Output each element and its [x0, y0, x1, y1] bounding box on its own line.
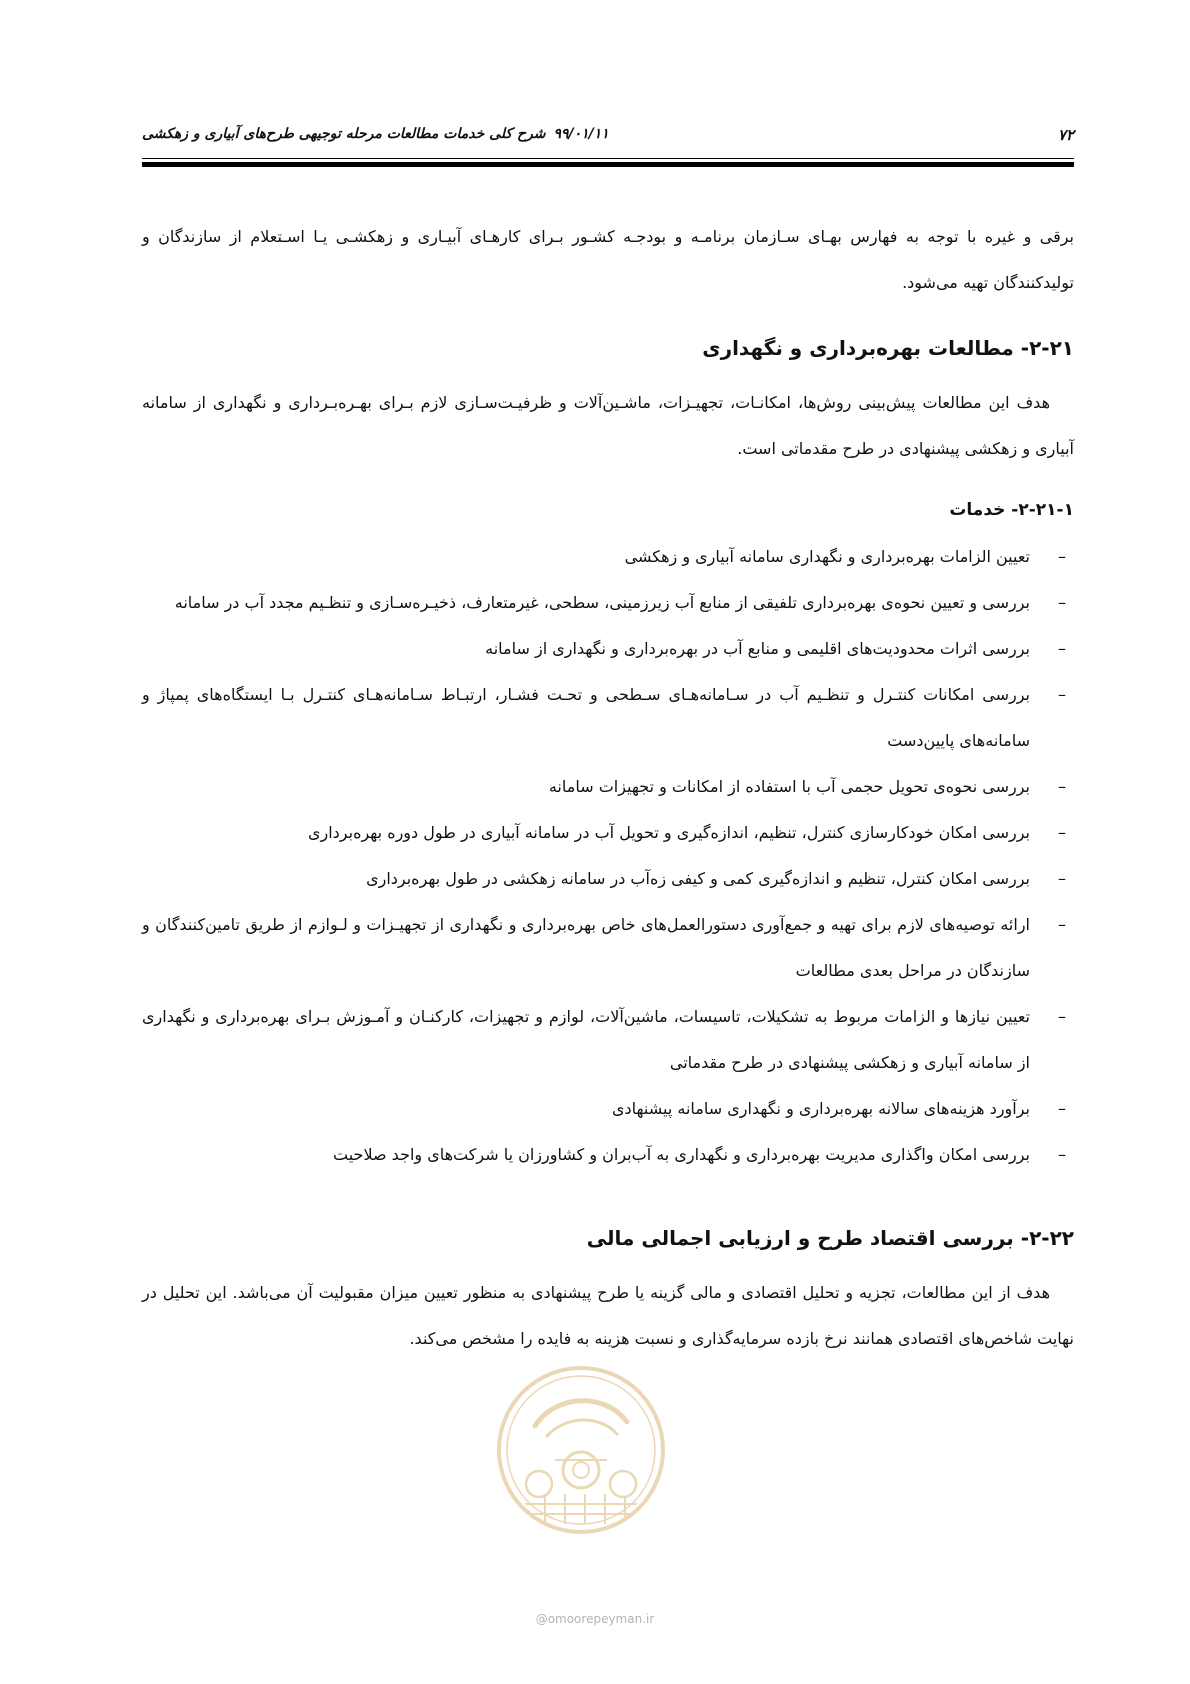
list-item: [142, 764, 1074, 810]
bullet-dash: –: [1058, 593, 1066, 612]
list-item: [142, 626, 1074, 672]
list-item: [142, 994, 1074, 1086]
bullet-dash: –: [1058, 823, 1066, 842]
list-item-text: بررسی و تعیین نحوه‌ی بهره‌برداری تلفیقی از منابع آب زیرزمینی، سطحی، غیرمتعارف، ذخیـره‌سـازی و تنظـیم مجدد آب در سامانه: [174, 593, 1030, 612]
list-item: [142, 580, 1074, 626]
page-number: ۷۲: [1057, 126, 1074, 144]
list-item: [142, 810, 1074, 856]
section-21-paragraph: هدف این مطالعات پیش‌بینی روش‌ها، امکانـات، تجهیـزات، ماشـین‌آلات و ظرفیـت‌سـازی لازم بـرای بهـره‌بـرداری و نگهداری از سامانه آبیاری و زهکشی پیشنهادی در طرح مقدماتی است.: [142, 393, 1074, 458]
list-item-text: برآورد هزینه‌های سالانه بهره‌برداری و نگهداری سامانه پیشنهادی: [612, 1099, 1030, 1118]
list-item: [142, 1132, 1074, 1178]
bullet-dash: –: [1058, 869, 1066, 888]
list-item-text: بررسی نحوه‌ی تحویل حجمی آب با استفاده از امکانات و تجهیزات سامانه: [548, 777, 1030, 796]
list-item: [142, 902, 1074, 994]
running-title: [142, 126, 609, 142]
list-item-text: ارائه توصیه‌های لازم برای تهیه و جمع‌آوری دستورالعمل‌های خاص بهره‌برداری و نگهداری از تجهیـزات و لـوازم از طریق تامین‌کنندگان و سازندگان در مراحل بعدی مطالعات: [142, 915, 1030, 980]
spacer: [142, 1178, 1074, 1196]
watermark-url: @omoorepeyman.ir: [535, 1612, 655, 1626]
intro-paragraph: برقی و غیره با توجه به فهارس بهـای سـازمان برنامـه و بودجـه کشـور بـرای کارهـای آبیـاری و زهکشـی یـا اسـتعلام از سازندگان و تولیدکنندگان تهیه می‌شود.: [142, 227, 1074, 292]
list-item: [142, 856, 1074, 902]
page-content: [142, 214, 1074, 1362]
bullet-dash: –: [1058, 915, 1066, 934]
section-22-heading: ۲-۲۲- بررسی اقتصاد طرح و ارزیابی اجمالی مالی: [586, 1226, 1074, 1250]
list-item-text: بررسی امکانات کنتـرل و تنظـیم آب در سـامانه‌هـای سـطحی و تحـت فشـار، ارتبـاط سـامانه‌هـای کنتـرل بـا ایستگاه‌های پمپاژ و سامانه‌های پایین‌دست: [142, 685, 1030, 750]
omoore-peyman-seal-icon: [495, 1364, 667, 1536]
header-title: شرح کلی خدمات مطالعات مرحله توجیهی طرح‌های آبیاری و زهکشی: [142, 126, 546, 142]
list-item-text: بررسی اثرات محدودیت‌های اقلیمی و منابع آب در بهره‌برداری و نگهداری از سامانه: [485, 639, 1030, 658]
bullet-dash: –: [1058, 547, 1066, 566]
bullet-dash: –: [1058, 685, 1066, 704]
running-header: [142, 126, 1074, 150]
list-item-text: تعیین نیازها و الزامات مربوط به تشکیلات، تاسیسات، ماشین‌آلات، لوازم و تجهیزات، کارکنـان و آمـوزش بـرای بهره‌برداری و نگهداری از سامانه آبیاری و زهکشی پیشنهادی در طرح مقدماتی: [142, 1007, 1030, 1072]
bullet-dash: –: [1058, 1145, 1066, 1164]
list-item-text: بررسی امکان خودکارسازی کنترل، تنظیم، اندازه‌گیری و تحویل آب در سامانه آبیاری در طول دوره بهره‌برداری: [307, 823, 1030, 842]
header-rule-thin: [142, 158, 1074, 159]
list-item-text: بررسی امکان کنترل، تنظیم و اندازه‌گیری کمی و کیفی زه‌آب در سامانه زهکشی در طول بهره‌برداری: [366, 869, 1030, 888]
list-item: [142, 534, 1074, 580]
watermark-url-text: omoorepeyman.ir: [547, 1612, 655, 1626]
list-item: [142, 1086, 1074, 1132]
bullet-dash: –: [1058, 777, 1066, 796]
section-21-heading: ۲-۲۱- مطالعات بهره‌برداری و نگهداری: [702, 336, 1074, 360]
list-item-text: بررسی امکان واگذاری مدیریت بهره‌برداری و نگهداری به آب‌بران و کشاورزان یا شرکت‌های واجد صلاحیت: [333, 1145, 1030, 1164]
list-item-text: تعیین الزامات بهره‌برداری و نگهداری سامانه آبیاری و زهکشی: [624, 547, 1030, 566]
header-rule-thick: [142, 162, 1074, 167]
section-22-paragraph: هدف از این مطالعات، تجزیه و تحلیل اقتصادی و مالی گزینه یا طرح پیشنهادی به منظور تعیین میزان مقبولیت آن می‌باشد. این تحلیل در نهایت شاخص‌های اقتصادی همانند نرخ بازده سرمایه‌گذاری و نسبت هزینه به فایده را مشخص می‌کند.: [142, 1283, 1074, 1348]
services-list: [142, 534, 1074, 1178]
list-item: [142, 672, 1074, 764]
header-date: ۹۹/۰۱/۱۱: [553, 126, 609, 142]
bullet-dash: –: [1058, 639, 1066, 658]
bullet-dash: –: [1058, 1099, 1066, 1118]
bullet-dash: –: [1058, 1007, 1066, 1026]
section-21-1-heading: ۲-۲۱-۱- خدمات: [949, 500, 1074, 520]
